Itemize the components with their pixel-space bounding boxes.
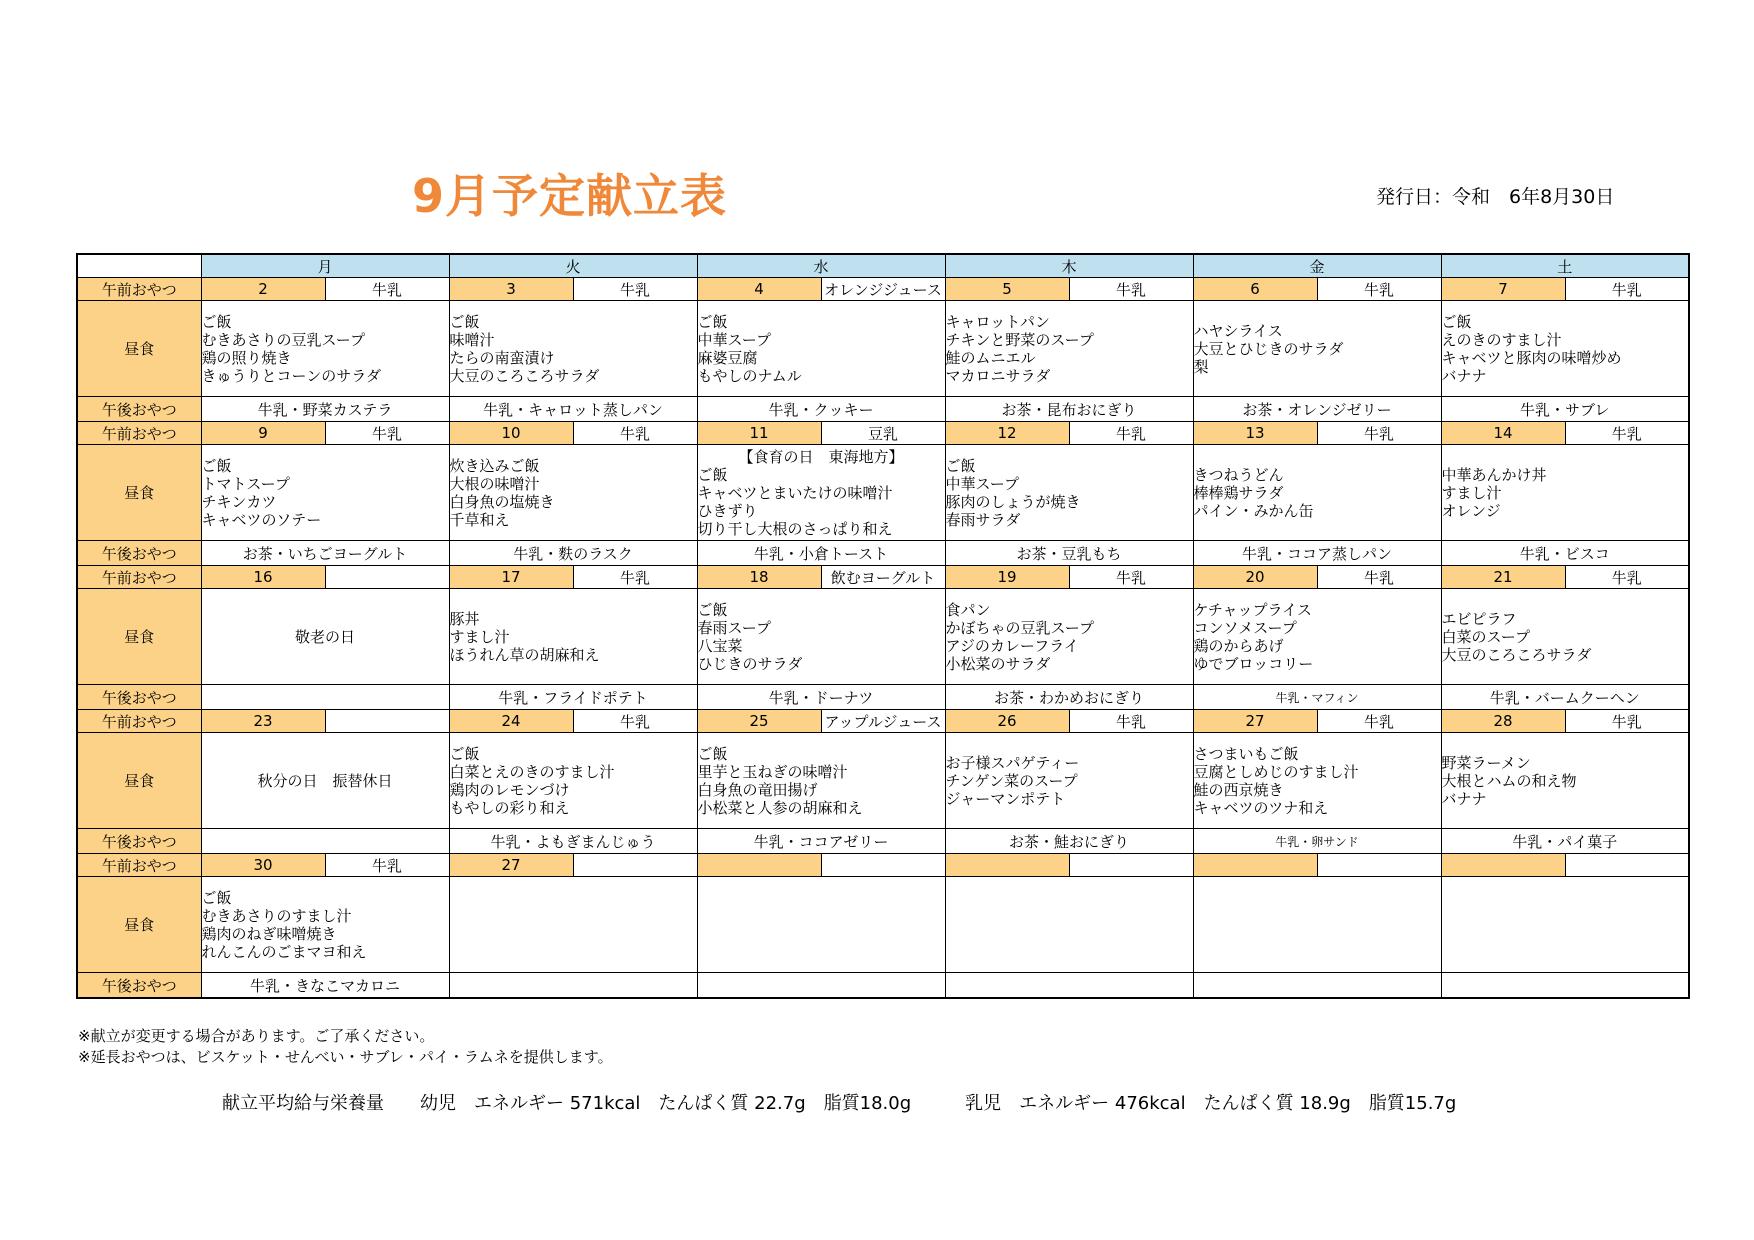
date-cell: 6 <box>1193 278 1317 301</box>
lunch-item: きゅうりとコーンのサラダ <box>201 366 382 385</box>
lunch-item: すまし汁 <box>1441 483 1502 502</box>
lunch-item: 小松菜のサラダ <box>945 654 1051 673</box>
am-drink-cell: 牛乳 <box>1317 710 1441 733</box>
lunch-item: 千草和え <box>449 510 510 529</box>
am-snack-label: 午前おやつ <box>77 710 201 733</box>
lunch-item: 春雨スープ <box>697 618 772 637</box>
lunch-item: 鶏のからあげ <box>1193 636 1284 655</box>
lunch-item: ケチャップライス <box>1193 600 1312 619</box>
lunch-item: かぼちゃの豆乳スープ <box>945 618 1095 637</box>
am-drink-cell: 牛乳 <box>573 422 697 445</box>
pm-snack-cell: 牛乳・ビスコ <box>1441 541 1689 566</box>
date-cell <box>1441 854 1565 877</box>
lunch-item: 大根の味噌汁 <box>449 474 540 493</box>
am-drink-cell: 牛乳 <box>573 278 697 301</box>
pm-snack-cell: 牛乳・小倉トースト <box>697 541 945 566</box>
am-snack-row <box>77 854 1689 877</box>
am-drink-cell <box>325 566 449 589</box>
pm-snack-cell: お茶・いちごヨーグルト <box>201 541 449 566</box>
lunch-cell <box>449 877 697 973</box>
lunch-cell <box>201 877 449 973</box>
am-drink-cell: オレンジジュース <box>821 278 945 301</box>
lunch-item: 豚丼 <box>449 609 480 628</box>
lunch-item: ゆでブロッコリー <box>1193 654 1314 673</box>
pm-snack-cell: 牛乳・ココア蒸しパン <box>1193 541 1441 566</box>
lunch-item: バナナ <box>1441 366 1487 385</box>
lunch-cell <box>201 301 449 397</box>
lunch-item: すまし汁 <box>449 627 510 646</box>
am-drink-cell: 牛乳 <box>1317 566 1441 589</box>
lunch-item: 鶏肉のレモンづけ <box>449 780 570 799</box>
lunch-item: 豆腐としめじのすまし汁 <box>1193 762 1359 781</box>
note-line: ※延長おやつは、ビスケット・せんべい・サブレ・パイ・ラムネを提供します。 <box>78 1048 613 1066</box>
am-drink-cell: 牛乳 <box>325 278 449 301</box>
am-snack-row <box>77 566 1689 589</box>
lunch-item: ご飯 <box>201 456 232 475</box>
lunch-item: 白菜とえのきのすまし汁 <box>449 762 615 781</box>
lunch-item: 鶏の照り焼き <box>201 348 292 367</box>
lunch-item: もやしの彩り和え <box>449 798 570 817</box>
date-cell <box>945 854 1069 877</box>
lunch-item: 切り干し大根のさっぱり和え <box>697 519 893 538</box>
pm-snack-row <box>77 541 1689 566</box>
lunch-item: トマトスープ <box>201 474 290 493</box>
lunch-cell <box>945 445 1193 541</box>
lunch-item: もやしのナムル <box>697 366 802 385</box>
lunch-item: 白身魚の竜田揚げ <box>697 780 818 799</box>
date-cell: 23 <box>201 710 325 733</box>
lunch-cell <box>449 733 697 829</box>
am-drink-cell: 牛乳 <box>1069 566 1193 589</box>
lunch-item: 大根とハムの和え物 <box>1441 771 1577 790</box>
lunch-cell <box>1193 877 1441 973</box>
pm-snack-label: 午後おやつ <box>77 397 201 422</box>
lunch-cell <box>1441 877 1689 973</box>
pm-snack-cell: お茶・わかめおにぎり <box>945 685 1193 710</box>
pm-snack-cell: 牛乳・クッキー <box>697 397 945 422</box>
am-drink-cell <box>573 854 697 877</box>
pm-snack-cell <box>1441 973 1689 999</box>
am-snack-row <box>77 710 1689 733</box>
lunch-item: 春雨サラダ <box>945 510 1021 529</box>
am-snack-label: 午前おやつ <box>77 278 201 301</box>
lunch-cell <box>1193 445 1441 541</box>
lunch-item: 中華スープ <box>945 474 1020 493</box>
date-cell: 3 <box>449 278 573 301</box>
pm-snack-cell <box>1193 973 1441 999</box>
lunch-item: 白身魚の塩焼き <box>449 492 555 511</box>
date-cell: 2 <box>201 278 325 301</box>
lunch-item: 麻婆豆腐 <box>697 348 758 367</box>
lunch-item: ご飯 <box>449 312 480 331</box>
lunch-item: 里芋と玉ねぎの味噌汁 <box>697 762 848 781</box>
lunch-item: 大豆のころころサラダ <box>1441 645 1592 664</box>
lunch-item: 鮭の西京焼き <box>1193 780 1284 799</box>
lunch-label: 昼食 <box>77 733 201 829</box>
am-drink-cell: 牛乳 <box>1565 566 1689 589</box>
lunch-cell <box>1193 733 1441 829</box>
date-cell: 19 <box>945 566 1069 589</box>
lunch-item: 大豆とひじきのサラダ <box>1193 339 1344 358</box>
pm-snack-cell: お茶・豆乳もち <box>945 541 1193 566</box>
date-cell: 11 <box>697 422 821 445</box>
pm-snack-cell: お茶・鮭おにぎり <box>945 829 1193 854</box>
pm-snack-cell <box>945 973 1193 999</box>
pm-snack-cell: 牛乳・ココアゼリー <box>697 829 945 854</box>
pm-snack-cell: 牛乳・フライドポテト <box>449 685 697 710</box>
lunch-item: 梨 <box>1193 357 1209 376</box>
lunch-item: 鮭のムニエル <box>945 348 1036 367</box>
lunch-item: パイン・みかん缶 <box>1193 501 1314 520</box>
pm-snack-cell <box>201 829 449 854</box>
lunch-item: アジのカレーフライ <box>945 636 1079 655</box>
lunch-cell <box>945 877 1193 973</box>
am-drink-cell: 豆乳 <box>821 422 945 445</box>
lunch-item: 鶏肉のねぎ味噌焼き <box>201 924 337 943</box>
am-drink-cell: 牛乳 <box>1069 278 1193 301</box>
am-drink-cell: 牛乳 <box>325 854 449 877</box>
lunch-label: 昼食 <box>77 589 201 685</box>
lunch-cell <box>945 589 1193 685</box>
lunch-item: ご飯 <box>201 312 232 331</box>
lunch-label: 昼食 <box>77 877 201 973</box>
lunch-item: ご飯 <box>697 465 728 484</box>
lunch-cell <box>1441 733 1689 829</box>
pm-snack-label: 午後おやつ <box>77 973 201 999</box>
lunch-item: たらの南蛮漬け <box>449 348 555 367</box>
pm-snack-cell: 牛乳・野菜カステラ <box>201 397 449 422</box>
lunch-heading: 【食育の日 東海地方】 <box>738 447 904 466</box>
lunch-item: きつねうどん <box>1193 465 1284 484</box>
lunch-item: キャベツとまいたけの味噌汁 <box>697 483 893 502</box>
date-cell: 7 <box>1441 278 1565 301</box>
header-corner <box>77 254 201 278</box>
date-cell <box>1193 854 1317 877</box>
lunch-item: キャベツと豚肉の味噌炒め <box>1441 348 1622 367</box>
lunch-item: むきあさりのすまし汁 <box>201 906 352 925</box>
am-drink-cell: 牛乳 <box>1565 422 1689 445</box>
lunch-item: ご飯 <box>697 744 728 763</box>
date-cell: 27 <box>1193 710 1317 733</box>
lunch-item: ご飯 <box>945 456 976 475</box>
lunch-cell <box>697 589 945 685</box>
lunch-item: ご飯 <box>201 888 232 907</box>
am-drink-cell <box>1069 854 1193 877</box>
lunch-item: ひきずり <box>697 501 758 520</box>
lunch-item: れんこんのごまマヨ和え <box>201 942 367 961</box>
lunch-item: 白菜のスープ <box>1441 627 1531 646</box>
lunch-item: チキンカツ <box>201 492 277 511</box>
am-drink-cell: 牛乳 <box>1565 710 1689 733</box>
pm-snack-cell: お茶・オレンジゼリー <box>1193 397 1441 422</box>
lunch-item: キャベツのソテー <box>201 510 322 529</box>
pm-snack-cell: お茶・昆布おにぎり <box>945 397 1193 422</box>
lunch-item: 炊き込みご飯 <box>449 456 540 475</box>
lunch-item: キャロットパン <box>945 312 1050 331</box>
am-drink-cell: 飲むヨーグルト <box>821 566 945 589</box>
am-drink-cell: 牛乳 <box>1317 278 1441 301</box>
lunch-cell <box>1441 589 1689 685</box>
lunch-item: むきあさりの豆乳スープ <box>201 330 366 349</box>
lunch-item: チンゲン菜のスープ <box>945 771 1078 790</box>
date-cell: 28 <box>1441 710 1565 733</box>
date-cell: 13 <box>1193 422 1317 445</box>
lunch-item: えのきのすまし汁 <box>1441 330 1562 349</box>
lunch-cell <box>201 445 449 541</box>
am-drink-cell: 牛乳 <box>573 710 697 733</box>
lunch-cell <box>697 733 945 829</box>
lunch-item: 棒棒鶏サラダ <box>1193 483 1284 502</box>
am-snack-row <box>77 278 1689 301</box>
lunch-item: 大豆のころころサラダ <box>449 366 600 385</box>
am-drink-cell: 牛乳 <box>573 566 697 589</box>
lunch-cell <box>697 301 945 397</box>
date-cell: 27 <box>449 854 573 877</box>
day-header-tue: 火 <box>449 254 697 278</box>
am-snack-label: 午前おやつ <box>77 422 201 445</box>
day-header-wed: 水 <box>697 254 945 278</box>
lunch-item: 味噌汁 <box>449 330 495 349</box>
lunch-label: 昼食 <box>77 445 201 541</box>
am-drink-cell <box>821 854 945 877</box>
lunch-cell <box>1193 589 1441 685</box>
pm-snack-row <box>77 397 1689 422</box>
lunch-row <box>77 877 1689 973</box>
lunch-item: お子様スパゲティー <box>945 753 1080 772</box>
pm-snack-cell: 牛乳・マフィン <box>1193 685 1441 710</box>
lunch-item: ハヤシライス <box>1193 321 1283 340</box>
pm-snack-cell <box>697 973 945 999</box>
lunch-item: ご飯 <box>449 744 480 763</box>
lunch-cell <box>1193 301 1441 397</box>
lunch-item: ご飯 <box>1441 312 1472 331</box>
am-drink-cell: 牛乳 <box>325 422 449 445</box>
am-drink-cell <box>325 710 449 733</box>
lunch-label: 昼食 <box>77 301 201 397</box>
pm-snack-cell <box>449 973 697 999</box>
lunch-item: ジャーマンポテト <box>945 789 1066 808</box>
date-cell: 25 <box>697 710 821 733</box>
pm-snack-row <box>77 973 1689 999</box>
day-header-row <box>77 254 1689 278</box>
pm-snack-cell: 牛乳・サブレ <box>1441 397 1689 422</box>
lunch-item: ご飯 <box>697 312 728 331</box>
pm-snack-row <box>77 829 1689 854</box>
am-drink-cell: 牛乳 <box>1069 710 1193 733</box>
lunch-row <box>77 301 1689 397</box>
date-cell: 24 <box>449 710 573 733</box>
lunch-item: 小松菜と人参の胡麻和え <box>697 798 863 817</box>
date-cell: 18 <box>697 566 821 589</box>
lunch-cell <box>449 301 697 397</box>
holiday-cell: 秋分の日 振替休日 <box>201 733 449 829</box>
am-snack-row <box>77 422 1689 445</box>
am-drink-cell <box>1317 854 1441 877</box>
lunch-item: ひじきのサラダ <box>697 654 803 673</box>
am-drink-cell <box>1565 854 1689 877</box>
lunch-row <box>77 445 1689 541</box>
lunch-item: エビピラフ <box>1441 609 1517 628</box>
date-cell: 14 <box>1441 422 1565 445</box>
lunch-item: 中華あんかけ丼 <box>1441 465 1547 484</box>
pm-snack-cell: 牛乳・バームクーヘン <box>1441 685 1689 710</box>
lunch-item: 野菜ラーメン <box>1441 753 1531 772</box>
day-header-fri: 金 <box>1193 254 1441 278</box>
lunch-item: キャベツのツナ和え <box>1193 798 1329 817</box>
date-cell: 9 <box>201 422 325 445</box>
lunch-cell <box>449 445 697 541</box>
date-cell: 21 <box>1441 566 1565 589</box>
am-drink-cell: アップルジュース <box>821 710 945 733</box>
pm-snack-cell: 牛乳・ドーナツ <box>697 685 945 710</box>
menu-table <box>76 253 1690 999</box>
am-snack-label: 午前おやつ <box>77 566 201 589</box>
lunch-item: さつまいもご飯 <box>1193 744 1299 763</box>
date-cell: 4 <box>697 278 821 301</box>
lunch-row <box>77 589 1689 685</box>
lunch-item: 八宝菜 <box>697 636 743 655</box>
nutrition-summary: 献立平均給与栄養量 幼児 エネルギー 571kcal たんぱく質 22.7g 脂質18.0g 乳児 エネルギー 476kcal たんぱく質 18.9g 脂質15.7g <box>222 1093 1457 1114</box>
lunch-item: チキンと野菜のスープ <box>945 330 1094 349</box>
day-header-sat: 土 <box>1441 254 1689 278</box>
lunch-cell <box>1441 445 1689 541</box>
lunch-item: バナナ <box>1441 789 1487 808</box>
lunch-cell <box>697 877 945 973</box>
pm-snack-cell: 牛乳・キャロット蒸しパン <box>449 397 697 422</box>
lunch-item: オレンジ <box>1441 501 1501 520</box>
date-cell: 12 <box>945 422 1069 445</box>
lunch-item: 中華スープ <box>697 330 772 349</box>
date-cell: 10 <box>449 422 573 445</box>
lunch-cell <box>697 445 945 541</box>
date-cell: 17 <box>449 566 573 589</box>
notes <box>78 1026 613 1068</box>
page-title: 9月予定献立表 <box>412 169 728 223</box>
pm-snack-row <box>77 685 1689 710</box>
pm-snack-cell: 牛乳・卵サンド <box>1193 829 1441 854</box>
am-drink-cell: 牛乳 <box>1565 278 1689 301</box>
pm-snack-cell: 牛乳・パイ菓子 <box>1441 829 1689 854</box>
date-cell <box>697 854 821 877</box>
holiday-cell: 敬老の日 <box>201 589 449 685</box>
lunch-cell <box>945 733 1193 829</box>
lunch-item: ほうれん草の胡麻和え <box>449 645 600 664</box>
pm-snack-cell: 牛乳・きなこマカロニ <box>201 973 449 999</box>
pm-snack-label: 午後おやつ <box>77 541 201 566</box>
lunch-item: コンソメスープ <box>1193 618 1297 637</box>
lunch-item: 食パン <box>945 600 991 619</box>
lunch-cell <box>945 301 1193 397</box>
pm-snack-cell <box>201 685 449 710</box>
day-header-thu: 木 <box>945 254 1193 278</box>
date-cell: 20 <box>1193 566 1317 589</box>
date-cell: 30 <box>201 854 325 877</box>
am-drink-cell: 牛乳 <box>1317 422 1441 445</box>
am-drink-cell: 牛乳 <box>1069 422 1193 445</box>
date-cell: 26 <box>945 710 1069 733</box>
lunch-item: マカロニサラダ <box>945 366 1051 385</box>
lunch-row <box>77 733 1689 829</box>
pm-snack-label: 午後おやつ <box>77 829 201 854</box>
issue-date: 発行日：令和 6年8月30日 <box>1376 186 1615 208</box>
note-line: ※献立が変更する場合があります。ご了承ください。 <box>78 1027 435 1045</box>
pm-snack-cell: 牛乳・麩のラスク <box>449 541 697 566</box>
date-cell: 16 <box>201 566 325 589</box>
day-header-mon: 月 <box>201 254 449 278</box>
date-cell: 5 <box>945 278 1069 301</box>
am-snack-label: 午前おやつ <box>77 854 201 877</box>
lunch-item: ご飯 <box>697 600 728 619</box>
lunch-cell <box>449 589 697 685</box>
pm-snack-cell: 牛乳・よもぎまんじゅう <box>449 829 697 854</box>
pm-snack-label: 午後おやつ <box>77 685 201 710</box>
lunch-cell <box>1441 301 1689 397</box>
lunch-item: 豚肉のしょうが焼き <box>945 492 1081 511</box>
